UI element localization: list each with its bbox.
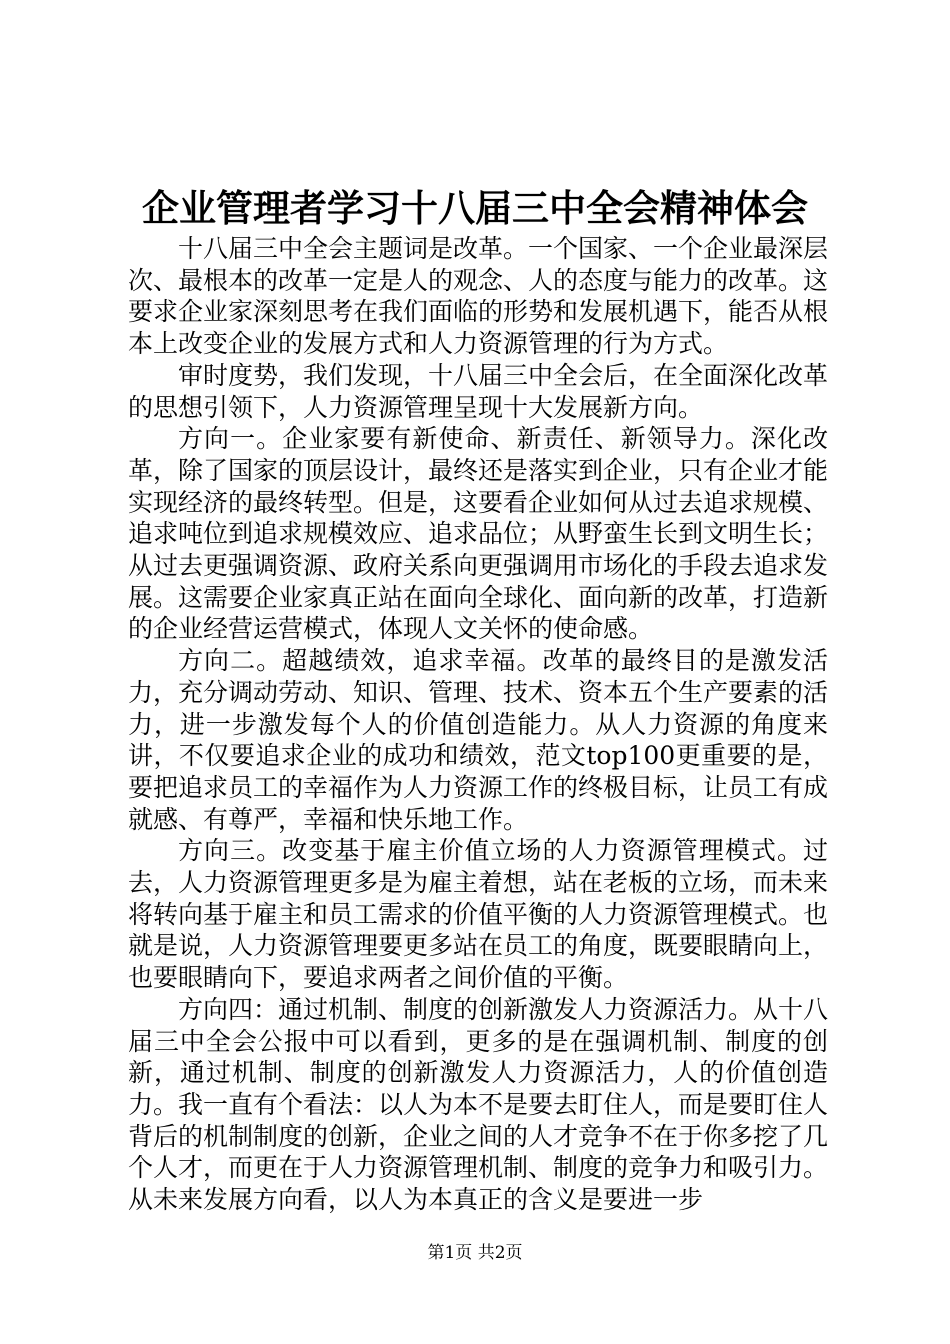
paragraph-2: 审时度势，我们发现，十八届三中全会后，在全面深化改革的思想引领下，人力资源管理呈现十大发展新方向。 xyxy=(128,360,829,422)
page-footer xyxy=(0,1241,950,1265)
paragraph-4: 方向二。超越绩效，追求幸福。改革的最终目的是激发活力，充分调动劳动、知识、管理、技术、资本五个生产要素的活力，进一步激发每个人的价值创造能力。从人力资源的角度来讲，不仅要追求企业的成功和绩效，范文top100更重要的是，要把追求员工的幸福作为人力资源工作的终极目标，让员工有成就感、有尊严，幸福和快乐地工作。 xyxy=(128,646,829,834)
document-body xyxy=(128,233,828,1216)
paragraph-5: 方向三。改变基于雇主价值立场的人力资源管理模式。过去，人力资源管理更多是为雇主着想，站在老板的立场，而未来将转向基于雇主和员工需求的价值平衡的人力资源管理模式。也就是说，人力资源管理要更多站在员工的角度，既要眼睛向上，也要眼睛向下，要追求两者之间价值的平衡。 xyxy=(128,836,829,993)
paragraph-1: 十八届三中全会主题词是改革。一个国家、一个企业最深层次、最根本的改革一定是人的观念、人的态度与能力的改革。这要求企业家深刻思考在我们面临的形势和发展机遇下，能否从根本上改变企业的发展方式和人力资源管理的行为方式。 xyxy=(128,234,829,359)
page-number-label: 第1页 共2页 xyxy=(427,1243,523,1263)
document-title: 企业管理者学习十八届三中全会精神体会 xyxy=(142,186,808,230)
paragraph-3: 方向一。企业家要有新使命、新责任、新领导力。深化改革，除了国家的顶层设计，最终还是落实到企业，只有企业才能实现经济的最终转型。但是，这要看企业如何从过去追求规模、追求吨位到追求规模效应、追求品位；从野蛮生长到文明生长；从过去更强调资源、政府关系向更强调用市场化的手段去追求发展。这需要企业家真正站在面向全球化、面向新的改革，打造新的企业经营运营模式，体现人文关怀的使命感。 xyxy=(128,424,829,644)
paragraph-6: 方向四：通过机制、制度的创新激发人力资源活力。从十八届三中全会公报中可以看到，更多的是在强调机制、制度的创新，通过机制、制度的创新激发人力资源活力，人的价值创造力。我一直有个看法：以人为本不是要去盯住人，而是要盯住人背后的机制制度的创新，企业之间的人才竞争不在于你多挖了几个人才，而更在于人力资源管理机制、制度的竞争力和吸引力。从未来发展方向看，以人为本真正的含义是要进一步 xyxy=(128,994,829,1215)
